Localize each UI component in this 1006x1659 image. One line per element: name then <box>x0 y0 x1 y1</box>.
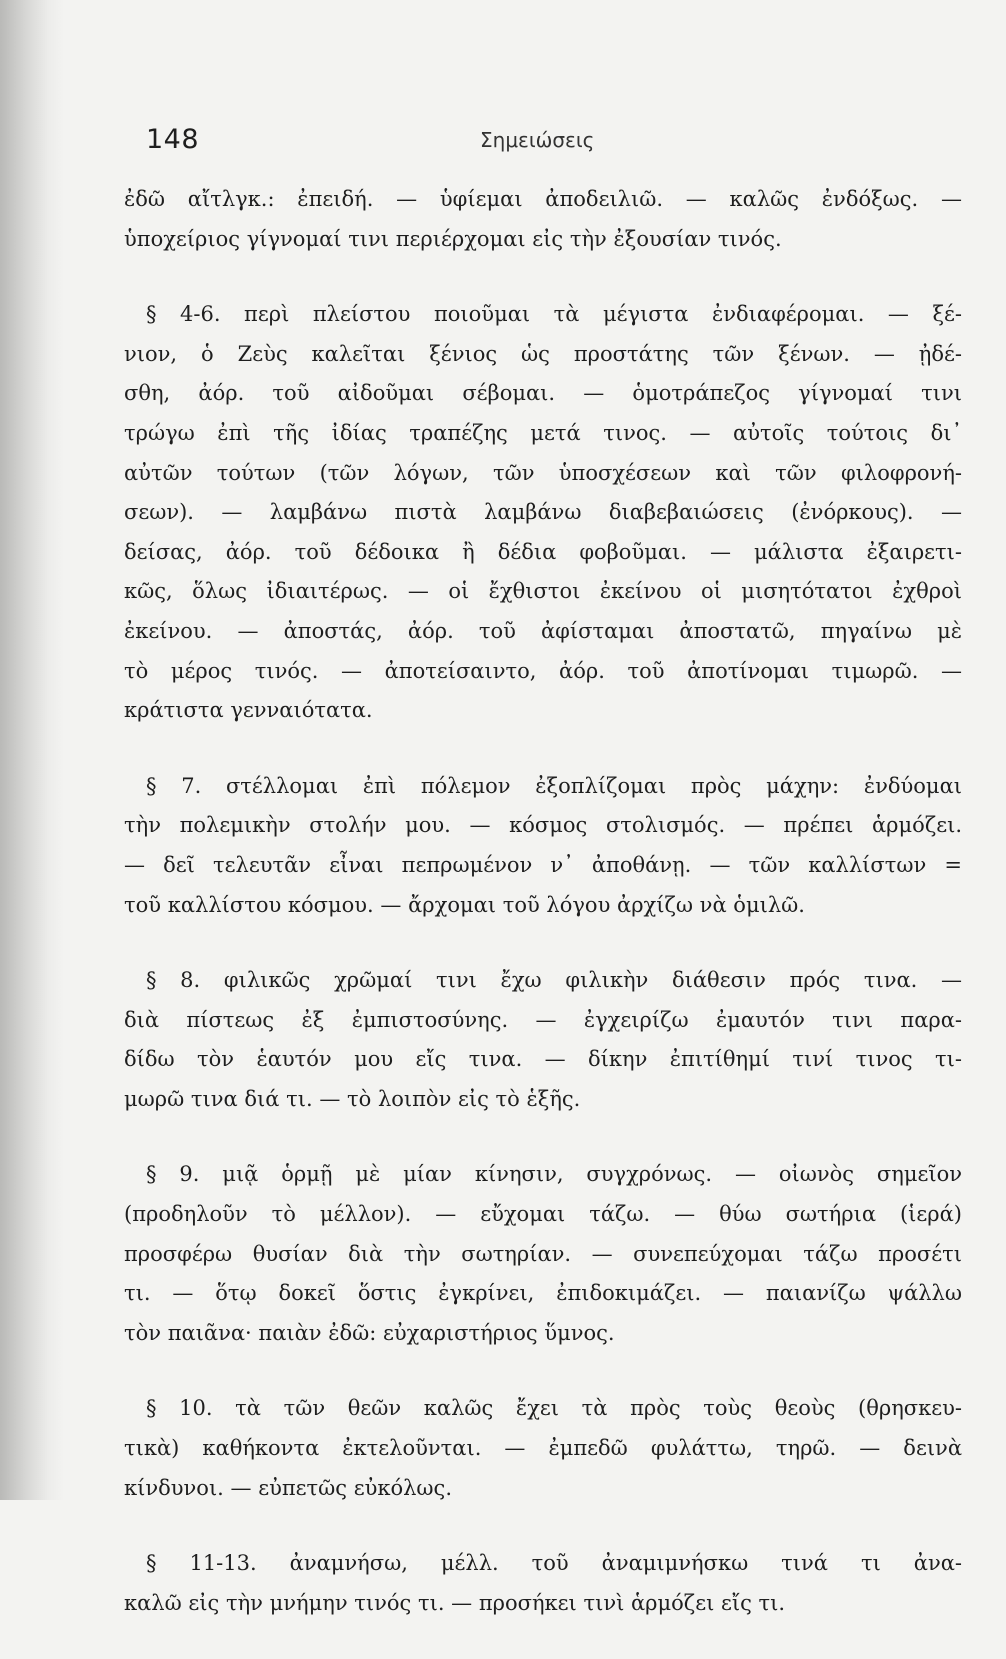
note-paragraph <box>124 1155 962 1353</box>
note-paragraph <box>124 961 962 1119</box>
text-line: § 9. μιᾷ ὁρμῇ μὲ μίαν κίνησιν, συγχρόνως. — οἰωνὸς σημεῖον <box>146 1162 962 1187</box>
text-line: τὸν παιᾶνα· παιὰν ἐδῶ: εὐχαριστήριος ὕμνος. <box>124 1320 615 1345</box>
text-line: μωρῶ τινα διά τι. — τὸ λοιπὸν εἰς τὸ ἑξῆς. <box>124 1086 581 1111</box>
note-paragraph <box>124 295 962 731</box>
text-line: διὰ πίστεως ἐξ ἐμπιστοσύνης. — ἐγχειρίζω ἐμαυτόν τινι παρα- <box>124 1007 962 1032</box>
text-line: δίδω τὸν ἑαυτόν μου εἴς τινα. — δίκην ἐπιτίθημί τινί τινος τι- <box>124 1047 962 1072</box>
text-line: τοῦ καλλίστου κόσμου. — ἄρχομαι τοῦ λόγου ἀρχίζω νὰ ὁμιλῶ. <box>124 892 805 917</box>
text-line: (προδηλοῦν τὸ μέλλον). — εὔχομαι τάζω. — θύω σωτήρια (ἱερά) <box>124 1202 962 1227</box>
note-paragraph <box>124 180 962 259</box>
text-line: — δεῖ τελευτᾶν εἶναι πεπρωμένον ν᾽ ἀποθάνῃ. — τῶν καλλίστων = <box>124 852 962 877</box>
text-line: § 11-13. ἀναμνήσω, μέλλ. τοῦ ἀναμιμνήσκω τινά τι ἀνα- <box>146 1551 962 1576</box>
text-line: αὐτῶν τούτων (τῶν λόγων, τῶν ὑποσχέσεων καὶ τῶν φιλοφρονή- <box>124 460 962 485</box>
text-line: κράτιστα γενναιότατα. <box>124 698 373 723</box>
page-number: 148 <box>146 124 200 155</box>
text-line: νιον, ὁ Ζεὺς καλεῖται ξένιος ὡς προστάτης τῶν ξένων. — ᾐδέ- <box>124 341 962 366</box>
text-line: τρώγω ἐπὶ τῆς ἰδίας τραπέζης μετά τινος. — αὐτοῖς τούτοις δι᾽ <box>124 420 962 445</box>
notes-body <box>124 180 962 1659</box>
page-header <box>140 124 960 164</box>
text-line: § 8. φιλικῶς χρῶμαί τινι ἔχω φιλικὴν διάθεσιν πρός τινα. — <box>146 968 962 993</box>
book-gutter-shadow <box>0 0 64 1500</box>
text-line: σεων). — λαμβάνω πιστὰ λαμβάνω διαβεβαιώσεις (ἐνόρκους). — <box>124 500 962 525</box>
text-line: σθη, ἀόρ. τοῦ αἰδοῦμαι σέβομαι. — ὁμοτράπεζος γίγνομαί τινι <box>124 381 962 406</box>
running-title: Σημειώσεις <box>480 128 595 152</box>
note-paragraph <box>124 767 962 925</box>
text-line: § 4-6. περὶ πλείστου ποιοῦμαι τὰ μέγιστα ἐνδιαφέρομαι. — ξέ- <box>146 302 962 327</box>
text-line: κίνδυνοι. — εὐπετῶς εὐκόλως. <box>124 1475 452 1500</box>
text-line: τι. — ὅτῳ δοκεῖ ὅστις ἐγκρίνει, ἐπιδοκιμάζει. — παιανίζω ψάλλω <box>124 1281 962 1306</box>
text-line: καλῶ εἰς τὴν μνήμην τινός τι. — προσήκει τινὶ ἁρμόζει εἴς τι. <box>124 1590 786 1615</box>
text-line: τὸ μέρος τινός. — ἀποτείσαιντο, ἀόρ. τοῦ ἀποτίνομαι τιμωρῶ. — <box>124 658 962 683</box>
text-line: δείσας, ἀόρ. τοῦ δέδοικα ἢ δέδια φοβοῦμαι. — μάλιστα ἐξαιρετι- <box>124 539 962 564</box>
text-line: κῶς, ὅλως ἰδιαιτέρως. — οἱ ἔχθιστοι ἐκείνου οἱ μισητότατοι ἐχθροὶ <box>124 579 962 604</box>
note-paragraph <box>124 1389 962 1508</box>
text-line: ἐδῶ αἴτλγκ.: ἐπειδή. — ὑφίεμαι ἀποδειλιῶ. — καλῶς ἐνδόξως. — <box>124 187 962 211</box>
text-line: τικὰ) καθήκοντα ἐκτελοῦνται. — ἐμπεδῶ φυλάττω, τηρῶ. — δεινὰ <box>124 1436 962 1461</box>
text-line: § 7. στέλλομαι ἐπὶ πόλεμον ἐξοπλίζομαι πρὸς μάχην: ἐνδύομαι <box>146 773 962 798</box>
text-line: προσφέρω θυσίαν διὰ τὴν σωτηρίαν. — συνεπεύχομαι τάζω προσέτι <box>124 1241 962 1266</box>
text-line: § 10. τὰ τῶν θεῶν καλῶς ἔχει τὰ πρὸς τοὺς θεοὺς (θρησκευ- <box>146 1396 962 1421</box>
note-paragraph <box>124 1544 962 1623</box>
text-line: ὑποχείριος γίγνομαί τινι περιέρχομαι εἰς τὴν ἐξουσίαν τινός. <box>124 226 782 251</box>
text-line: ἐκείνου. — ἀποστάς, ἀόρ. τοῦ ἀφίσταμαι ἀποστατῶ, πηγαίνω μὲ <box>124 618 962 643</box>
text-line: τὴν πολεμικὴν στολήν μου. — κόσμος στολισμός. — πρέπει ἁρμόζει. <box>124 813 962 838</box>
